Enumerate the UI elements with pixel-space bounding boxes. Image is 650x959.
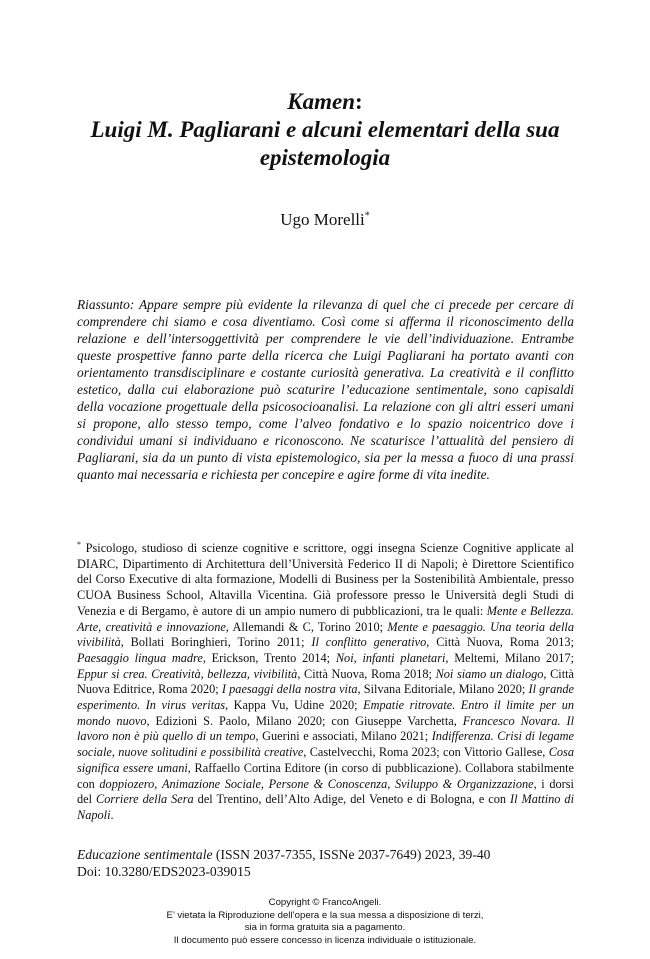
- footnote-title-italic: Il Mattino di Napoli: [77, 792, 574, 822]
- footnote-text: [77, 541, 574, 824]
- copyright-line-4: Il documento può essere concesso in licenza individuale o istituzionale.: [173, 934, 477, 946]
- footnote-text-run: , Edizioni S. Paolo, Milano 2020; con Giuseppe Varchetta,: [146, 713, 463, 728]
- journal-doi: Doi: 10.3280/EDS2023-039015: [77, 864, 251, 879]
- author-name: Ugo Morelli: [280, 210, 365, 229]
- footnote-title-italic: Indifferenza. Crisi di legame sociale, nuove solitudini e possibilità creative: [77, 729, 574, 760]
- footnote-title-italic: Cosa significa essere umani: [77, 745, 574, 775]
- footnote-title-italic: Sviluppo & Organizzazione: [394, 776, 534, 791]
- footnote-text-run: , Città Nuova, Roma 2013;: [426, 635, 574, 650]
- footnote-text-run: , Bollati Boringhieri, Torino 2011;: [120, 635, 312, 650]
- footnote-text-run: Psicologo, studioso di scienze cognitive e scrittore, oggi insegna Scienze Cognitive applicate al DIARC, Dipartimento di Architettura dell’Università Federico II di Napoli; è Direttore Scientifico del Corso Executive di alta formazione, Modelli di Business per la Sostenibilità Ambientale, presso CUOA Business School, Altavilla Vicentina. Già professore presso le Università degli Studi di Venezia e di Bergamo, è autore di un ampio numero di pubblicazioni, tra le quali:: [77, 541, 574, 618]
- footnote-title-italic: Animazione Sociale: [162, 776, 261, 791]
- journal-info: [77, 846, 574, 880]
- title-colon: :: [355, 89, 363, 114]
- author-line: [0, 210, 650, 230]
- footnote-title-italic: doppiozero: [99, 776, 155, 791]
- author-footnote: [77, 541, 574, 824]
- title-kamen: Kamen: [287, 89, 356, 114]
- article-title: [40, 88, 610, 172]
- footnote-title-italic: Empatie ritrovate. Entro il limite per un mondo nuovo: [77, 698, 574, 728]
- footnote-title-italic: Noi siamo un dialogo: [435, 666, 544, 681]
- footnote-text-run: , Kappa Vu, Udine 2020;: [225, 698, 364, 713]
- title-line-2: Luigi M. Pagliarani e alcuni elementari della sua: [90, 117, 560, 142]
- footnote-title-italic: Paesaggio lingua madre: [77, 650, 203, 665]
- copyright-line-2: E’ vietata la Riproduzione dell’opera e la sua messa a disposizione di terzi,: [166, 909, 484, 921]
- footnote-title-italic: Il grande esperimento. In virus veritas: [77, 682, 574, 713]
- footnote-text-run: , Allemandi & C, Torino 2010;: [225, 619, 388, 634]
- journal-citation: [77, 846, 574, 863]
- footnote-title-italic: Mente e paesaggio. Una teoria della vivibilità: [77, 619, 574, 650]
- footnote-text-run: , Silvana Editoriale, Milano 2020;: [357, 682, 529, 697]
- journal-details: (ISSN 2037-7355, ISSNe 2037-7649) 2023, 39-40: [212, 847, 491, 862]
- footnote-text-run: , Castelvecchi, Roma 2023; con Vittorio Gallese,: [303, 745, 549, 760]
- footnote-text-run: , Erickson, Trento 2014;: [202, 650, 336, 665]
- copyright-line-3: sia in forma gratuita sia a pagamento.: [244, 922, 406, 933]
- footnote-text-run: ,: [260, 776, 269, 791]
- footnote-text-run: ,: [154, 776, 163, 791]
- footnote-title-italic: Mente e Bellezza. Arte, creatività e innovazione: [77, 603, 574, 634]
- footnote-title-italic: Corriere della Sera: [96, 792, 194, 807]
- footnote-mark: *: [77, 539, 81, 549]
- footnote-text-run: .: [110, 807, 114, 822]
- journal-name: Educazione sentimentale: [77, 847, 213, 862]
- footnote-title-italic: Francesco Novara. Il lavoro non è più quello di un tempo: [77, 713, 575, 744]
- title-line-3: epistemologia: [259, 145, 391, 170]
- footnote-text-run: , i dorsi del: [77, 776, 574, 807]
- footnote-text-run: , Meltemi, Milano 2017;: [445, 650, 575, 665]
- footnote-text-run: , Città Nuova, Roma 2018;: [297, 666, 436, 681]
- author-footnote-mark: *: [364, 210, 370, 222]
- abstract: [77, 296, 574, 483]
- copyright-notice: [0, 897, 650, 947]
- footnote-text-run: ,: [387, 776, 395, 791]
- title-line-1: [40, 88, 610, 116]
- copyright-line-1: Copyright © FrancoAngeli.: [268, 897, 382, 908]
- footnote-title-italic: Persone & Conoscenza: [268, 776, 388, 791]
- footnote-text-run: del Trentino, dell’Alto Adige, del Veneto e di Bologna, e con: [193, 792, 511, 807]
- footnote-title-italic: Il conflitto generativo: [311, 635, 427, 650]
- footnote-text-run: , Guerini e associati, Milano 2021;: [255, 729, 432, 744]
- footnote-title-italic: I paesaggi della nostra vita: [221, 682, 358, 697]
- footnote-title-italic: Noi, infanti planetari: [335, 650, 446, 665]
- footnote-text-run: , Raffaello Cortina Editore (in corso di pubblicazione). Collabora stabilmente con: [77, 760, 574, 791]
- footnote-text-run: , Città Nuova Editrice, Roma 2020;: [77, 666, 574, 697]
- abstract-text: Riassunto: Appare sempre più evidente la rilevanza di quel che ci precede per cercare di comprendere chi siamo e cosa diventiamo. Così come si afferma il riconoscimento della relazione e dell’intersoggettività per comprendere le vie dell’individuazione. Entrambe queste prospettive fanno parte della ricerca che Luigi Pagliarani ha portato avanti con orientamento transdisciplinare e costante curiosità generativa. La creatività e il conflitto estetico, dalla cui elaborazione può scaturire l’educazione sentimentale, sono capisaldi della vocazione progettuale della psicosocioanalisi. La relazione con gli altri esseri umani si propone, allo stesso tempo, come l’alveo fondativo e lo spazio noicentrico dove i condividui umani si individuano e riconoscono. Ne scaturisce l’attualità del pensiero di Pagliarani, sia da un punto di vista epistemologico, sia per la messa a fuoco di una prassi quanto mai necessaria e richiesta per concepire e agire forme di vita inedite.: [77, 297, 574, 482]
- footnote-title-italic: Eppur si crea. Creatività, bellezza, vivibilità: [77, 666, 298, 681]
